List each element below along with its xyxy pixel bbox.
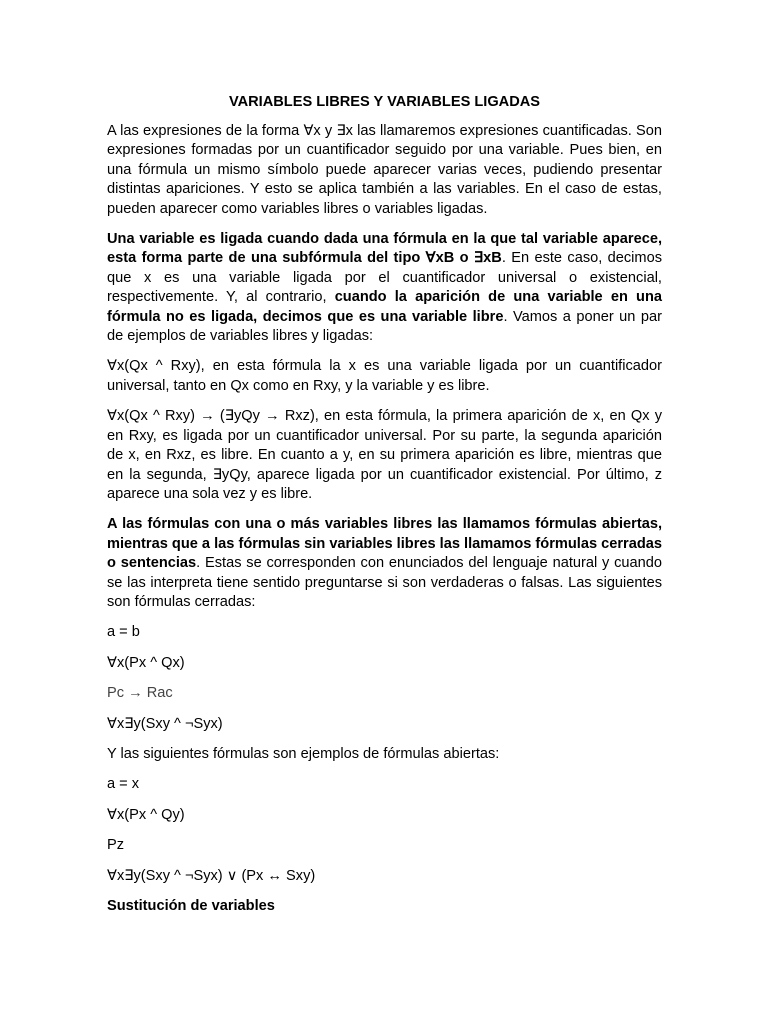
paragraph-open-closed — [107, 515, 662, 612]
bound-definition-text: . En este caso, decimos que x es una variable ligada por el cuantificador universal o existencial, respectivemente. Y, al contrario, — [107, 250, 662, 306]
closed-formula-1: a = b — [107, 624, 140, 641]
document-title: VARIABLES LIBRES Y VARIABLES LIGADAS — [228, 94, 541, 110]
bound-definition-bold: Una variable es ligada cuando dada una fórmula en la que tal variable aparece, esta forma parte de una subfórmula del tipo ∀xB o ∃xB — [107, 231, 662, 267]
free-definition-text: . Vamos a poner un par de ejemplos de variables libres y ligadas: — [107, 308, 662, 345]
open-formula-4: ∀x∃y(Sxy ^ ¬Syx) ∨ (Px ↔ Sxy) — [107, 867, 316, 884]
paragraph-bound-definition — [107, 230, 662, 346]
closed-formula-2: ∀x(Px ^ Qx) — [107, 654, 185, 671]
paragraph-open-intro: Y las siguientes fórmulas son ejemplos de fórmulas abiertas: — [107, 745, 500, 762]
open-closed-text: . Estas se corresponden con enunciados del lenguaje natural y cuando se las interpreta tiene sentido preguntarse si son verdaderas o falsas. Las siguientes son fórmulas cerradas: — [107, 555, 662, 610]
paragraph-intro: A las expresiones de la forma ∀x y ∃x las llamaremos expresiones cuantificadas. Son expresiones formadas por un cuantificador seguido por una variable. Pues bien, en una fórmula un mismo símbolo puede aparecer varias veces, pudiendo presentar distintas apariciones. Y esto se aplica también a las variables. En el caso de estas, pueden aparecer como variables libres o variables ligadas. — [107, 123, 662, 217]
paragraph-example-1: ∀x(Qx ^ Rxy), en esta fórmula la x es una variable ligada por un cuantificador universal, tanto en Qx como en Rxy, y la variable y es libre. — [107, 358, 662, 394]
closed-formula-3: Pc → Rac — [107, 685, 173, 702]
free-definition-bold: cuando la aparición de una variable en una fórmula no es ligada, decimos que es una variable libre — [107, 289, 662, 325]
open-formula-2: ∀x(Px ^ Qy) — [107, 806, 185, 823]
open-closed-bold: A las fórmulas con una o más variables libres las llamamos fórmulas abiertas, mientras que a las fórmulas sin variables libres las llamamos fórmulas cerradas o sentencias — [107, 516, 662, 572]
open-formula-1: a = x — [107, 776, 140, 793]
open-formula-3: Pz — [107, 837, 125, 854]
paragraph-example-2: ∀x(Qx ^ Rxy) → (∃yQy → Rxz), en esta fórmula, la primera aparición de x, en Qx y en Rxy, es ligada por un cuantificador universal. Por su parte, la segunda aparición de x, en Rxz, es libre. En cuanto a y, en su primera aparición es libre, mientras que en la segunda, ∃yQy, aparece ligada por un cuantificador existencial. Por último, z aparece una sola vez y es libre. — [107, 408, 662, 502]
section-heading-substitution: Sustitución de variables — [107, 898, 275, 914]
closed-formula-4: ∀x∃y(Sxy ^ ¬Syx) — [107, 715, 223, 732]
